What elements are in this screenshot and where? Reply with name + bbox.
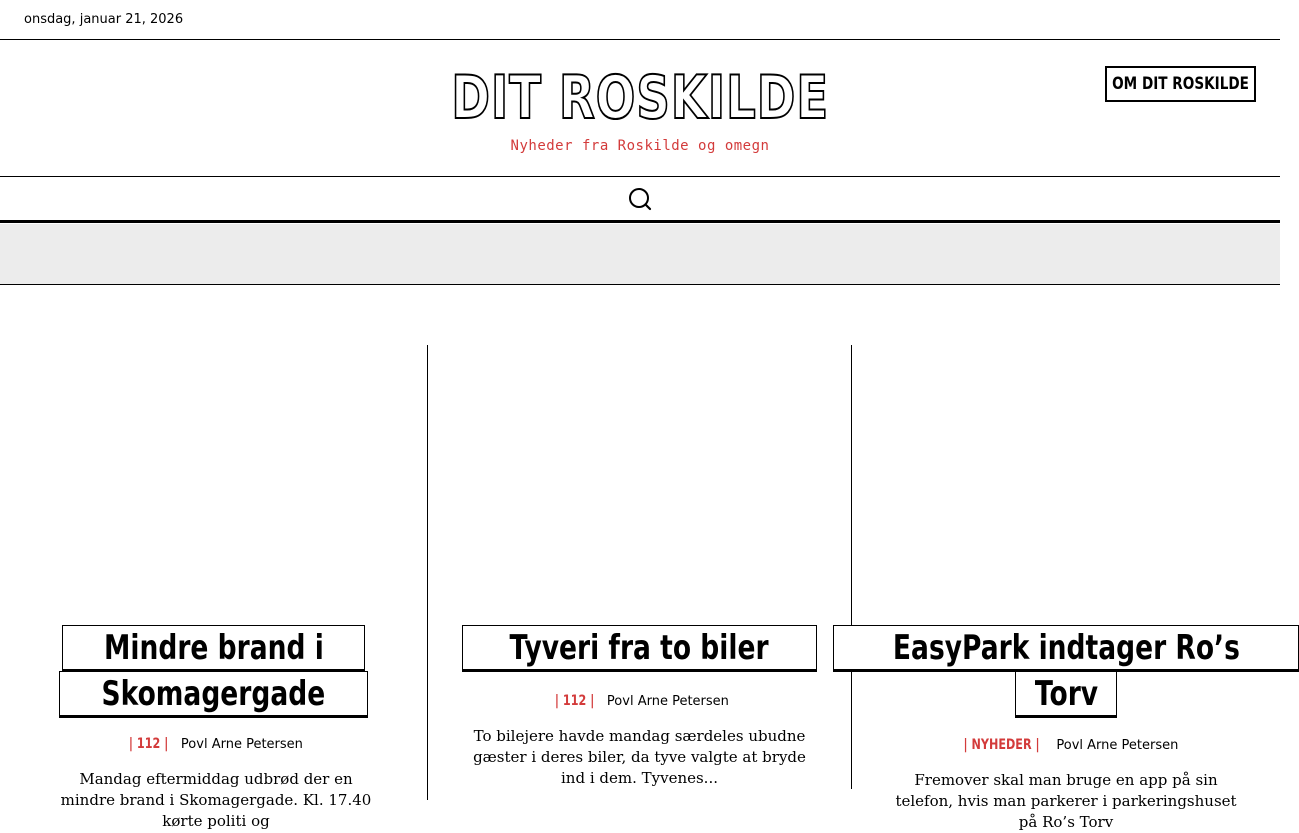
article-meta [0,736,427,752]
article-title-line[interactable] [59,671,368,718]
article-category[interactable]: | 112 | [129,736,169,752]
main-nav [0,177,1280,223]
current-date: onsdag, januar 21, 2026 [24,12,184,27]
article-title-line[interactable] [833,625,1299,672]
article-title-text[interactable]: Torv [1034,674,1098,714]
article-author[interactable]: Povl Arne Petersen [180,737,303,752]
about-button-label: OM DIT ROSKILDE [1112,74,1249,94]
article-meta [428,693,851,709]
article-title-line[interactable] [62,625,366,672]
logo-title[interactable]: DIT ROSKILDE [451,63,829,133]
ad-banner-area [0,224,1280,285]
article-excerpt: Mandag eftermiddag udbrød der en mindre brand i Skomagergade. Kl. 17.40 kørte politi og [60,770,372,830]
article-title-text[interactable]: Skomagergade [101,674,326,714]
article-title[interactable] [428,625,851,672]
top-bar [0,0,1280,40]
article-meta [852,737,1280,753]
article-title[interactable] [852,625,1280,718]
site-logo[interactable] [0,62,1280,134]
article-excerpt: Fremover skal man bruge en app på sin telefon, hvis man parkerer i parkeringshuset på Ro’s Torv [895,771,1237,831]
article-title-line[interactable] [1015,671,1118,718]
search-icon[interactable] [627,186,653,212]
article-excerpt: To bilejere havde mandag særdeles ubudne gæster i deres biler, da tyve valgte at bryde ind i dem. Tyvenes... [473,727,806,787]
article-category[interactable]: | 112 | [555,693,595,709]
article-author[interactable]: Povl Arne Petersen [606,694,729,709]
article-title-text[interactable]: Tyveri fra to biler [509,628,770,668]
site-tagline: Nyheder fra Roskilde og omegn [510,138,770,154]
site-header [0,40,1280,177]
about-button[interactable] [1105,66,1256,102]
article-title-text[interactable]: Mindre brand i [103,628,324,668]
article-category[interactable]: | NYHEDER | [963,737,1040,753]
article-title-line[interactable] [462,625,816,672]
article-title-text[interactable]: EasyPark indtager Ro’s [892,628,1240,668]
column-divider [851,345,852,789]
column-divider [427,345,428,800]
article-title[interactable] [0,625,427,718]
article-author[interactable]: Povl Arne Petersen [1056,738,1179,753]
